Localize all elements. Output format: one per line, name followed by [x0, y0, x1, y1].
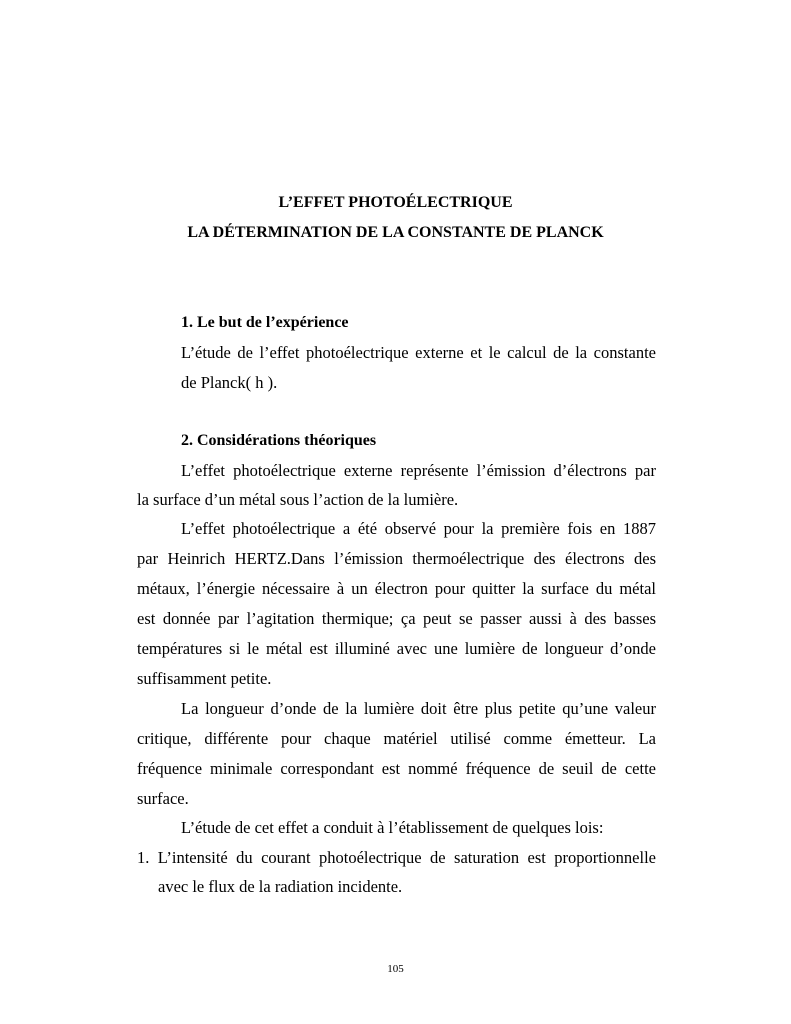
- section-2-heading: 2. Considérations théoriques: [181, 432, 377, 449]
- section-1-heading: 1. Le but de l’expérience: [181, 314, 349, 331]
- paragraph-2-line-5: températures si le métal est illuminé avec une lumière de longueur d’onde: [137, 639, 656, 658]
- paragraph-2-line-1: L’effet photoélectrique a été observé pour la première fois en 1887: [181, 519, 656, 538]
- section-1-line-1: L’étude de l’effet photoélectrique externe et le calcul de la constante: [181, 343, 656, 362]
- paragraph-1-line-2: la surface d’un métal sous l’action de la lumière.: [137, 490, 459, 509]
- paragraph-2-line-3: métaux, l’énergie nécessaire à un électron pour quitter la surface du métal: [137, 579, 656, 598]
- paragraph-3-line-3: fréquence minimale correspondant est nommé fréquence de seuil de cette: [137, 759, 656, 778]
- document-title-line-2: LA DÉTERMINATION DE LA CONSTANTE DE PLANCK: [187, 224, 604, 241]
- paragraph-3-line-1: La longueur d’onde de la lumière doit être plus petite qu’une valeur: [181, 699, 656, 718]
- paragraph-2-line-6: suffisamment petite.: [137, 669, 272, 688]
- page-number: 105: [387, 963, 404, 975]
- paragraph-2-line-4: est donnée par l’agitation thermique; ça peut se passer aussi à des basses: [137, 609, 656, 628]
- section-1-line-2: de Planck( h ).: [181, 373, 278, 392]
- paragraph-4-line-1: L’étude de cet effet a conduit à l’établissement de quelques lois:: [181, 818, 604, 837]
- paragraph-1-line-1: L’effet photoélectrique externe représente l’émission d’électrons par: [181, 461, 656, 480]
- list-item-1-line-1: 1. L’intensité du courant photoélectrique de saturation est proportionnelle: [137, 848, 656, 867]
- document-title-line-1: L’EFFET PHOTOÉLECTRIQUE: [278, 194, 513, 211]
- list-item-1-line-2: avec le flux de la radiation incidente.: [158, 877, 403, 896]
- paragraph-3-line-4: surface.: [137, 789, 189, 808]
- paragraph-2-line-2: par Heinrich HERTZ.Dans l’émission thermoélectrique des électrons des: [137, 549, 656, 568]
- paragraph-3-line-2: critique, différente pour chaque matériel utilisé comme émetteur. La: [137, 729, 656, 748]
